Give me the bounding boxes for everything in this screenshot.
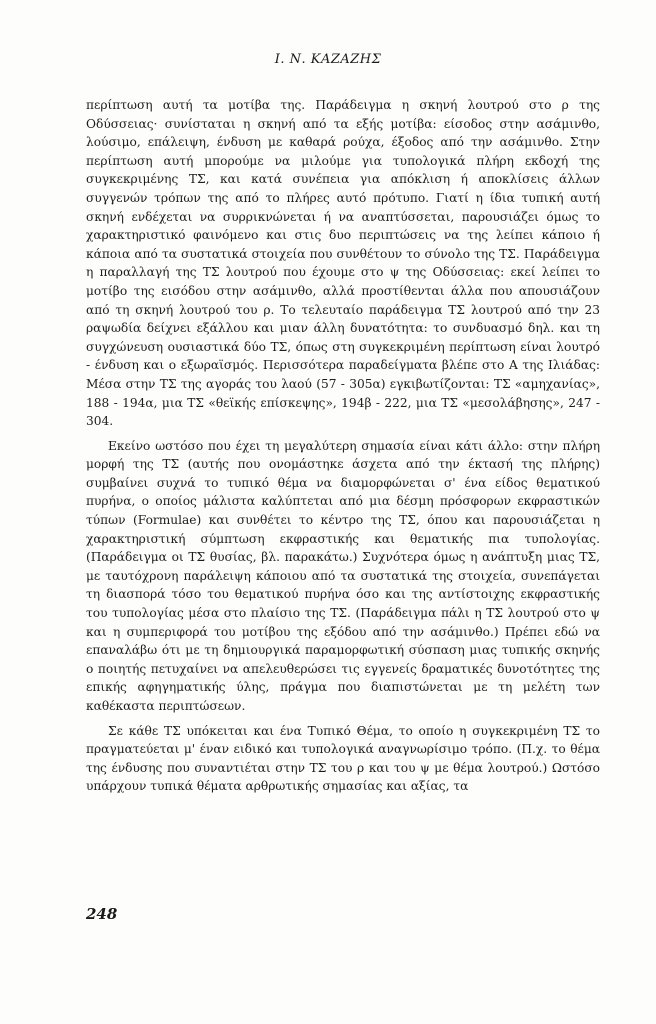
- paragraph-1: περίπτωση αυτή τα μοτίβα της. Παράδειγμα η σκηνή λουτρού στο ρ της Οδύσσειας· συνίσταται η σκηνή από τα εξής μοτίβα: είσοδος στην ασάμινθο, λούσιμο, επάλειψη, ένδυση με καθαρά ρούχα, έξοδος από την ασάμινθο. Στην περίπτωση αυτή μπορούμε να μιλούμε για τυπολογικά πλήρη εκδοχή της συγκεκριμένης ΤΣ, και κατά συνέπεια για απόκλιση ή αποκλίσεις άλλων συγγενών τρόπων της από το πλήρες αυτό πρότυπο. Γιατί η ίδια τυπική αυτή σκηνή ενδέχεται να συρρικνώνεται ή να αναπτύσσεται, παρουσιάζει όμως το χαρακτηριστικό φαινόμενο και στις δυο περιπτώσεις να της λείπει κάποιο ή κάποια από τα συστατικά στοιχεία που συνθέτουν το σύνολο της ΤΣ. Παράδειγμα η παραλλαγή της ΤΣ λουτρού που έχουμε στο ψ της Οδύσσειας: εκεί λείπει το μοτίβο της εισόδου στην ασάμινθο, αλλά προστίθενται άλλα που απουσιάζουν από τη σκηνή λουτρού του ρ. Το τελευταίο παράδειγμα ΤΣ λουτρού από την 23 ραψωδία δείχνει εξάλλου και μιαν άλλη δυνατότητα: το συνδυασμό δηλ. και τη συγχώνευση ουσιαστικά δύο ΤΣ, όπως στη συγκεκριμένη περίπτωση είναι λουτρό - ένδυση και ο εξωραϊσμός. Περισσότερα παραδείγματα βλέπε στο Α της Ιλιάδας: Μέσα στην ΤΣ της αγοράς του λαού (57 - 305α) εγκιβωτίζονται: ΤΣ «αμηχανίας», 188 - 194α, μια ΤΣ «θεϊκής επίσκεψης», 194β - 222, μια ΤΣ «μεσολάβησης», 247 - 304.: [86, 98, 600, 429]
- paragraph-3: Σε κάθε ΤΣ υπόκειται και ένα Τυπικό Θέμα, το οποίο η συγκεκριμένη ΤΣ το πραγματεύεται μ' έναν ειδικό και τυπολογικά αναγνωρίσιμο τρόπο. (Π.χ. το θέμα της ένδυσης που συναντιέται στην ΤΣ του ρ και του ψ με θέμα λουτρού.) Ωστόσο υπάρχουν τυπικά θέματα αρθρωτικής σημασίας και αξίας, τα: [86, 723, 600, 794]
- body-text: [86, 96, 600, 796]
- paragraph-2: Εκείνο ωστόσο που έχει τη μεγαλύτερη σημασία είναι κάτι άλλο: στην πλήρη μορφή της ΤΣ (αυτής που ονομάστηκε άσχετα από την έκτασή της πλήρης) συμβαίνει συχνά το τυπικό θέμα να διαμορφώνεται σ' ένα είδος θεματικού πυρήνα, ο οποίος μάλιστα καλύπτεται από μια δέσμη πρόσφορων εκφραστικών τύπων (Formulae) και συνθέτει το κέντρο της ΤΣ, όπου και παρουσιάζεται η χαρακτηριστική σύμπτωση εκφραστικής και θεματικής πια τυπολογίας. (Παράδειγμα οι ΤΣ θυσίας, βλ. παρακάτω.) Συχνότερα όμως η ανάπτυξη μιας ΤΣ, με ταυτόχρονη παράλειψη κάποιου από τα συστατικά της στοιχεία, συνεπάγεται τη διασπορά τόσο του θεματικού πυρήνα όσο και της αντίστοιχης εκφραστικής του τυπολογίας μέσα στο πλαίσιο της ΤΣ. (Παράδειγμα πάλι η ΤΣ λουτρού στο ψ και η συμπεριφορά του μοτίβου της εξόδου από την ασάμινθο.) Πρέπει εδώ να επαναλάβω ότι με τη δημιουργικά παραμορφωτική σύσπαση μιας τυπικής σκηνής ο ποιητής πετυχαίνει να απελευθερώσει τις εγγενείς δραματικές δυνοτότητες της επικής αφηγηματικής ύλης, πράγμα που διαπιστώνεται με τη μελέτη των καθέκαστα περιπτώσεων.: [86, 438, 600, 713]
- running-head-title: Ι. Ν. ΚΑΖΑΖΗΣ: [274, 52, 382, 67]
- page-number: 248: [86, 905, 118, 923]
